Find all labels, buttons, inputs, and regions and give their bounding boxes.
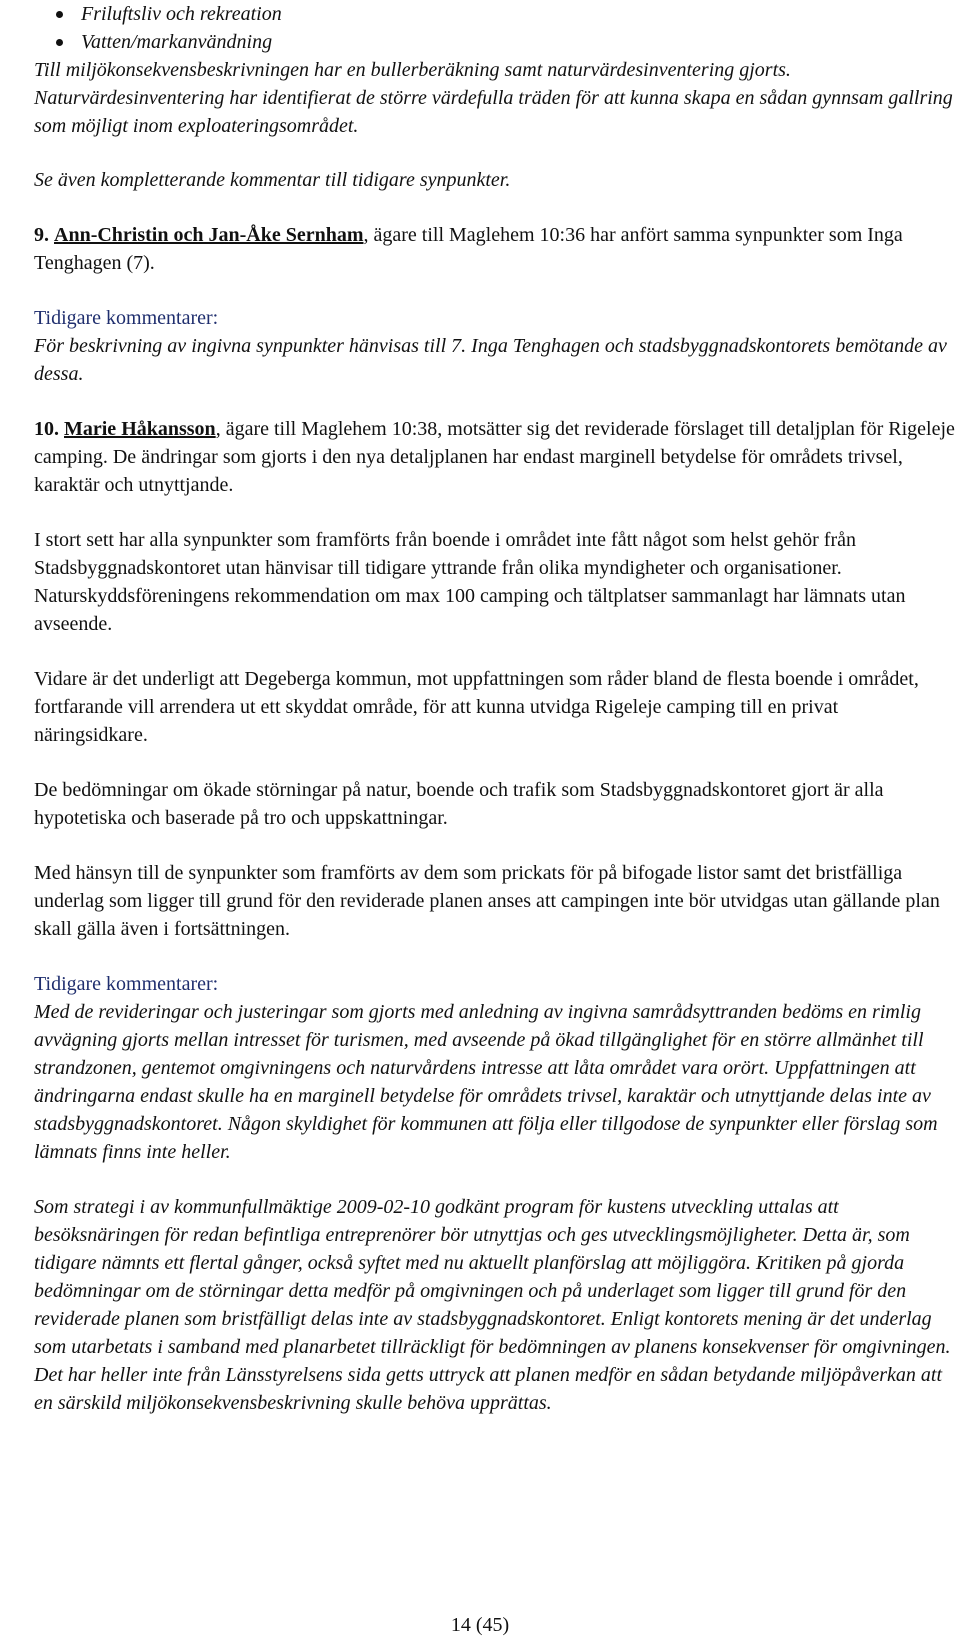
item-10-paragraph-5: Med hänsyn till de synpunkter som framförts av dem som prickats för på bifogade listor samt det bristfälliga underlag som ligger till grund för den reviderade planen anses att campingen inte bör utvidgas utan gällande plan skall gälla även i fortsättningen.	[34, 862, 940, 940]
item-9-name: Ann-Christin och Jan-Åke Sernham	[54, 224, 364, 246]
page-number: 14 (45)	[450, 1614, 510, 1636]
intro-see-also: Se även kompletterande kommentar till tidigare synpunkter.	[34, 169, 511, 191]
item-10-comment-heading: Tidigare kommentarer:	[34, 973, 219, 995]
intro-paragraph: Till miljökonsekvensbeskrivningen har en bullerberäkning samt naturvärdesinventering gjorts. Naturvärdesinventering har identifierat de större värdefulla träden för att kunna skapa en sådan gynnsam gallring som möjligt inom exploateringsområdet.	[34, 59, 953, 137]
list-item	[34, 28, 956, 56]
item-10-number: 10.	[34, 418, 59, 440]
bullet-list	[34, 0, 956, 56]
list-item-text: Vatten/markanvändning	[81, 31, 273, 53]
list-item	[34, 0, 956, 28]
item-9-comment-heading: Tidigare kommentarer:	[34, 307, 219, 329]
item-9-number: 9.	[34, 224, 49, 246]
list-item-text: Friluftsliv och rekreation	[81, 3, 282, 25]
item-10-text: , ägare till Maglehem 10:38, motsätter sig det reviderade förslaget till detaljplan för Rigeleje camping. De ändringar som gjorts i den nya detaljplanen har endast marginell betydelse för områdets trivsel, karaktär och utnyttjande.	[34, 418, 955, 496]
document-page	[34, 0, 956, 1417]
item-10-paragraph-3: Vidare är det underligt att Degeberga kommun, mot uppfattningen som råder bland de flesta boende i området, fortfarande vill arrendera ut ett skyddat område, för att kunna utvidga Rigeleje camping till en privat näringsidkare.	[34, 668, 919, 746]
item-10-paragraph-2: I stort sett har alla synpunkter som framförts från boende i området inte fått något som helst gehör från Stadsbyggnadskontoret utan hänvisar till tidigare yttrande från olika myndigheter och organisationer. Naturskyddsföreningens rekommendation om max 100 camping och tältplatser sammanlagt har lämnats utan avseende.	[34, 529, 906, 635]
item-9-paragraph	[34, 221, 956, 277]
item-10-paragraph-4: De bedömningar om ökade störningar på natur, boende och trafik som Stadsbyggnadskontoret gjort är alla hypotetiska och baserade på tro och uppskattningar.	[34, 779, 884, 829]
item-10-comment-1: Med de revideringar och justeringar som gjorts med anledning av ingivna samrådsyttranden bedöms en rimlig avvägning gjorts mellan intresset för turismen, med avseende på ökad tillgänglighet för en större allmänhet till strandzonen, gentemot omgivningens och naturvårdens intresse att låta området vara orört. Uppfattningen att ändringarna endast skulle ha en marginell betydelse för områdets trivsel, karaktär och utnyttjande delas inte av stadsbyggnadskontoret. Någon skyldighet för kommunen att följa eller tillgodose de synpunkter eller förslag som lämnats finns inte heller.	[34, 1001, 938, 1163]
bullet-icon	[56, 39, 63, 46]
item-10-comment-2: Som strategi i av kommunfullmäktige 2009-02-10 godkänt program för kustens utveckling uttalas att besöksnäringen för redan befintliga entreprenörer bör utnyttjas och ges utvecklingsmöjligheter. Detta är, som tidigare nämnts ett flertal gånger, också syftet med nu aktuellt planförslag att möjliggöra. Kritiken på gjorda bedömningar om de störningar detta medför på omgivningen och på underlaget som ligger till grund för den reviderade planen som bristfälligt delas inte av stadsbyggnadskontoret. Enligt kontorets mening är det underlag som utarbetats i samband med planarbetet tillräckligt för bedömningen av planens konsekvenser för omgivningen. Det har heller inte från Länsstyrelsens sida getts uttryck att planen medför en sådan betydande miljöpåverkan att en särskild miljökonsekvensbeskrivning skulle behöva upprättas.	[34, 1196, 951, 1414]
item-10-paragraph	[34, 415, 956, 499]
bullet-icon	[56, 11, 63, 18]
item-9-text: , ägare till Maglehem 10:36 har anfört samma synpunkter som Inga Tenghagen (7).	[34, 224, 903, 274]
item-10-name: Marie Håkansson	[64, 418, 216, 440]
item-9-comment: För beskrivning av ingivna synpunkter hänvisas till 7. Inga Tenghagen och stadsbyggnadskontorets bemötande av dessa.	[34, 335, 947, 385]
